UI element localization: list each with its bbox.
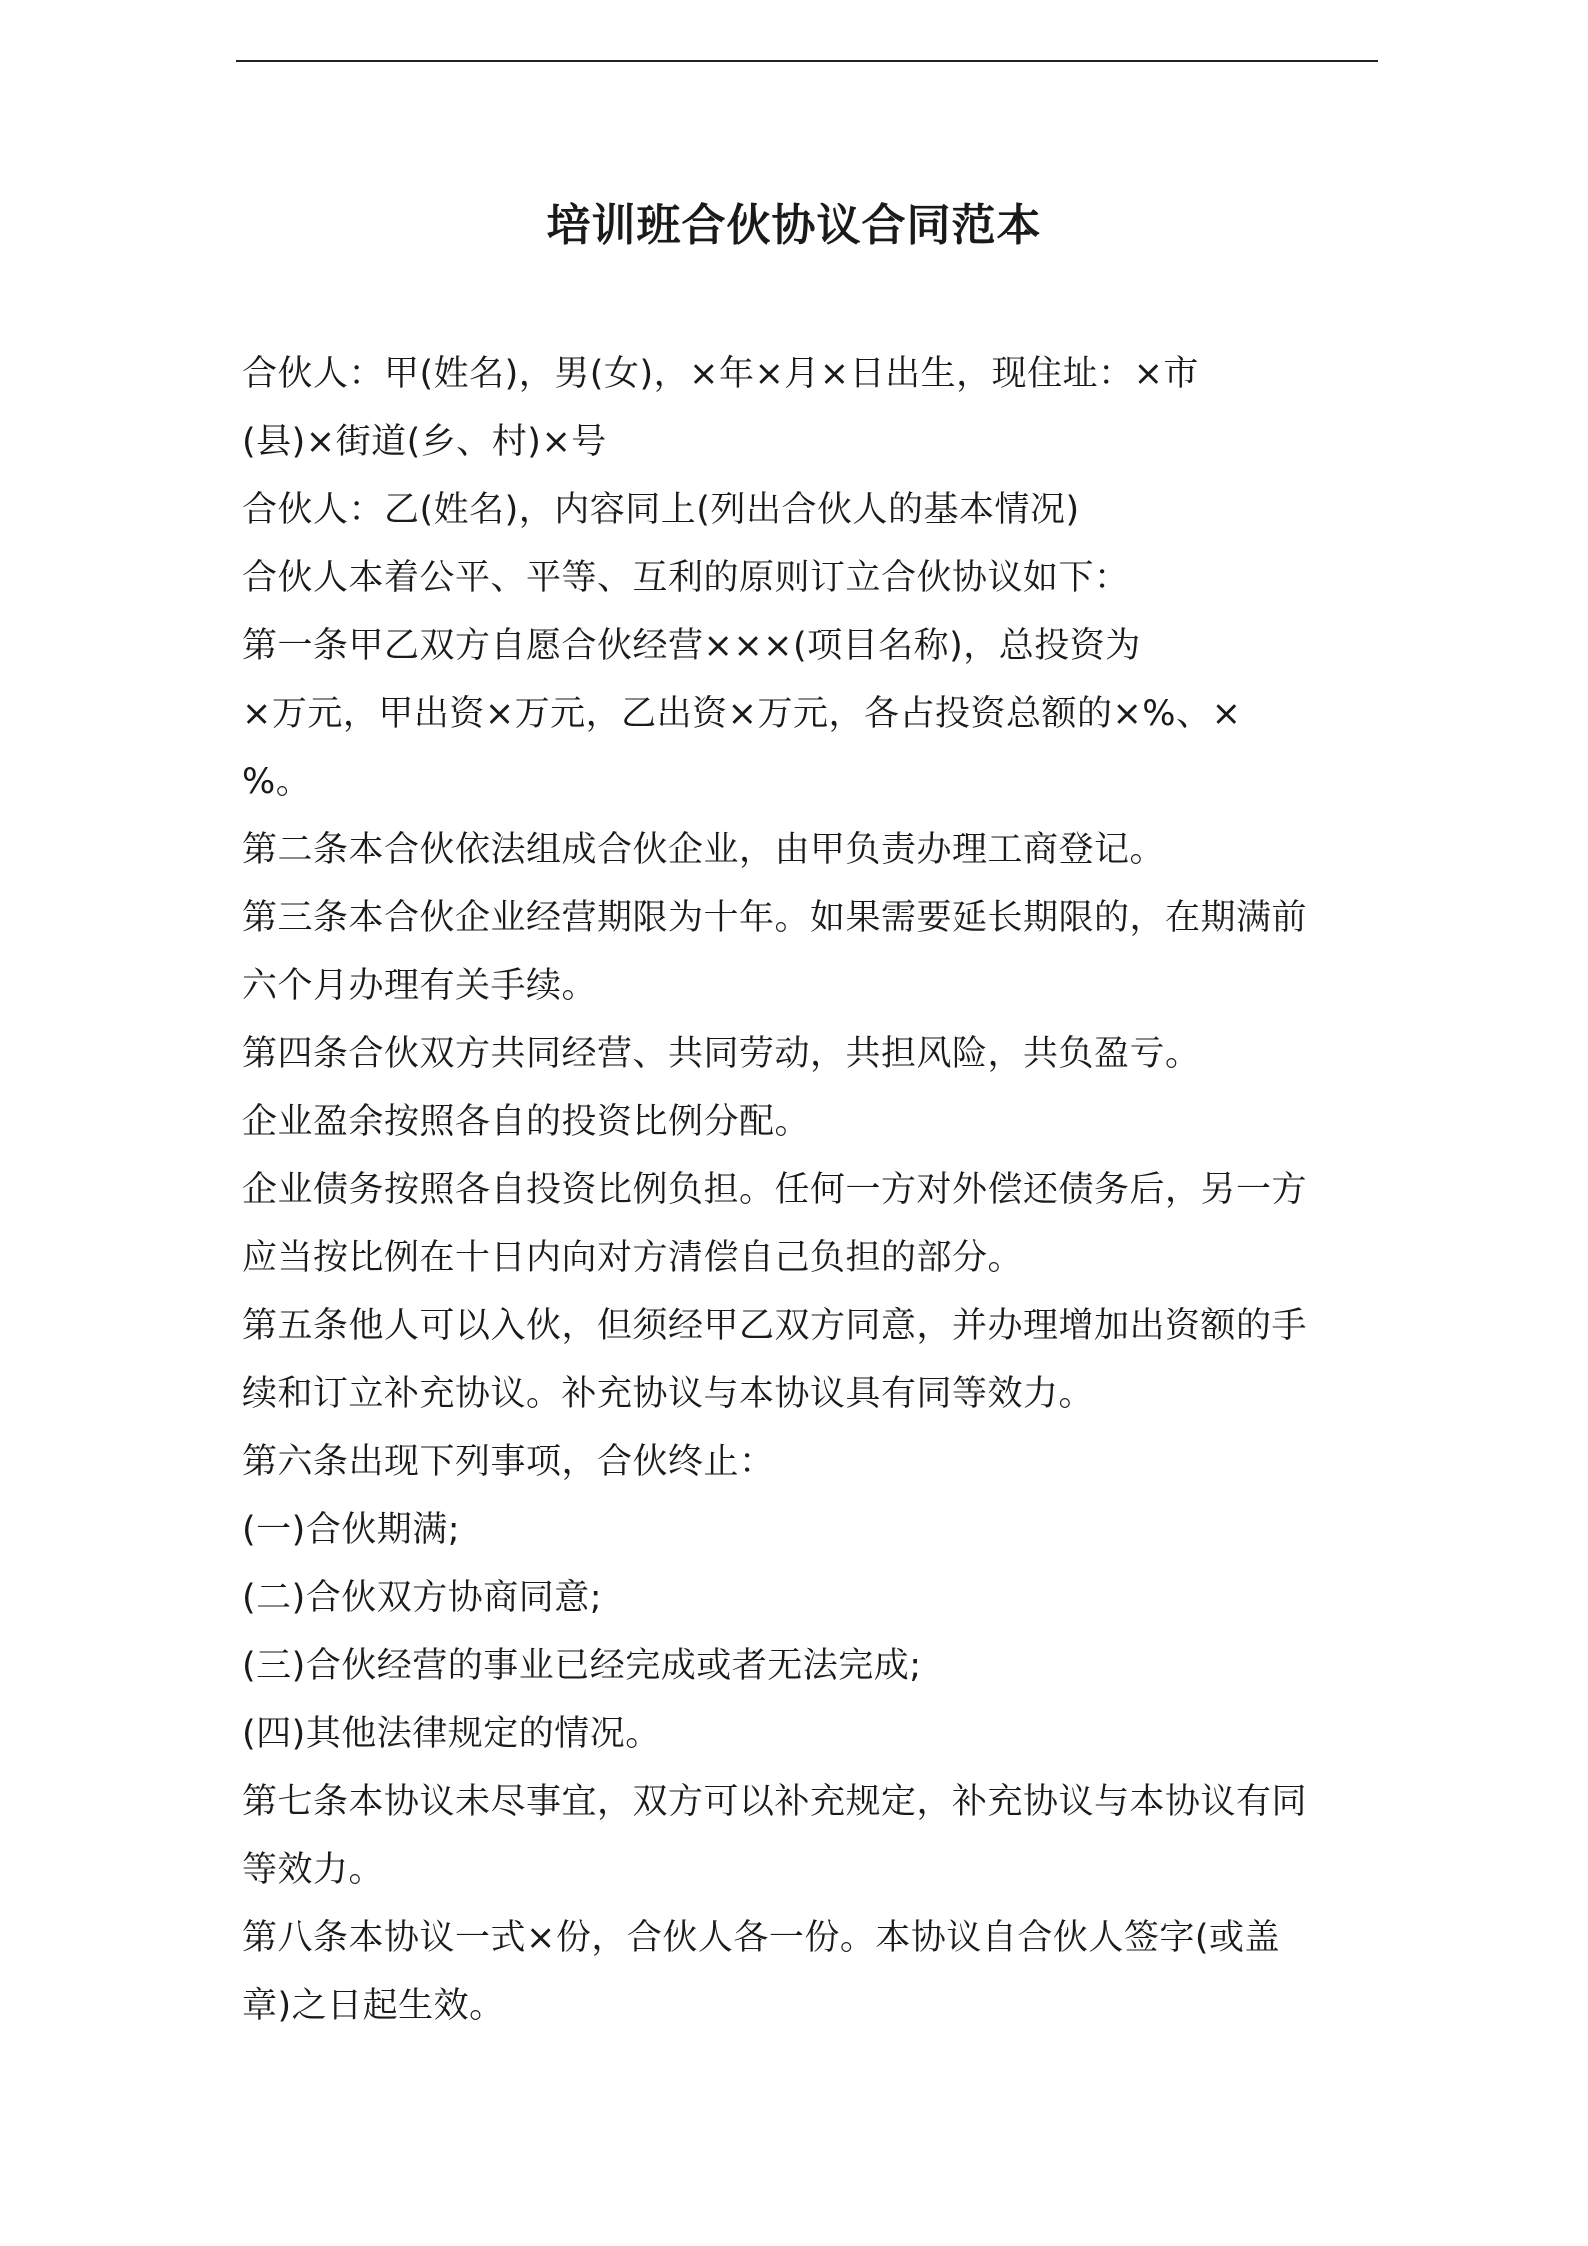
text-line: 等效力。 (242, 1850, 385, 1890)
text-line: 续和订立补充协议。补充协议与本协议具有同等效力。 (242, 1374, 1095, 1414)
text-line: 第三条本合伙企业经营期限为十年。如果需要延长期限的，在期满前 (242, 898, 1308, 938)
text-line: (一)合伙期满; (242, 1510, 461, 1550)
text-line: 合伙人：甲(姓名)，男(女)，×年×月×日出生，现住址：×市 (242, 354, 1199, 394)
text-line: 六个月办理有关手续。 (242, 966, 598, 1006)
text-line: 第六条出现下列事项，合伙终止： (242, 1442, 775, 1482)
text-line: (四)其他法律规定的情况。 (242, 1714, 661, 1754)
text-line: 合伙人本着公平、平等、互利的原则订立合伙协议如下： (242, 558, 1130, 598)
text-line: 第二条本合伙依法组成合伙企业，由甲负责办理工商登记。 (242, 830, 1166, 870)
text-line: 第五条他人可以入伙，但须经甲乙双方同意，并办理增加出资额的手 (242, 1306, 1308, 1346)
document-body (242, 340, 1384, 2040)
text-line: 第一条甲乙双方自愿合伙经营×××(项目名称)，总投资为 (242, 626, 1141, 666)
text-line: 企业盈余按照各自的投资比例分配。 (242, 1102, 811, 1142)
text-line: 企业债务按照各自投资比例负担。任何一方对外偿还债务后，另一方 (242, 1170, 1308, 1210)
top-rule (236, 60, 1378, 62)
text-line: ×万元，甲出资×万元，乙出资×万元，各占投资总额的×%、× (242, 694, 1242, 734)
text-line: 第四条合伙双方共同经营、共同劳动，共担风险，共负盈亏。 (242, 1034, 1201, 1074)
text-line: 章)之日起生效。 (242, 1986, 505, 2026)
text-line: (县)×街道(乡、村)×号 (242, 422, 607, 462)
text-line: 合伙人：乙(姓名)，内容同上(列出合伙人的基本情况) (242, 490, 1080, 530)
text-line: (三)合伙经营的事业已经完成或者无法完成; (242, 1646, 922, 1686)
text-line: 第七条本协议未尽事宜，双方可以补充规定，补充协议与本协议有同 (242, 1782, 1308, 1822)
text-line: 应当按比例在十日内向对方清偿自己负担的部分。 (242, 1238, 1024, 1278)
document-title: 培训班合伙协议合同范本 (546, 200, 1042, 251)
text-line: 第八条本协议一式×份，合伙人各一份。本协议自合伙人签字(或盖 (242, 1918, 1280, 1958)
text-line: (二)合伙双方协商同意; (242, 1578, 603, 1618)
text-line: %。 (242, 762, 312, 802)
